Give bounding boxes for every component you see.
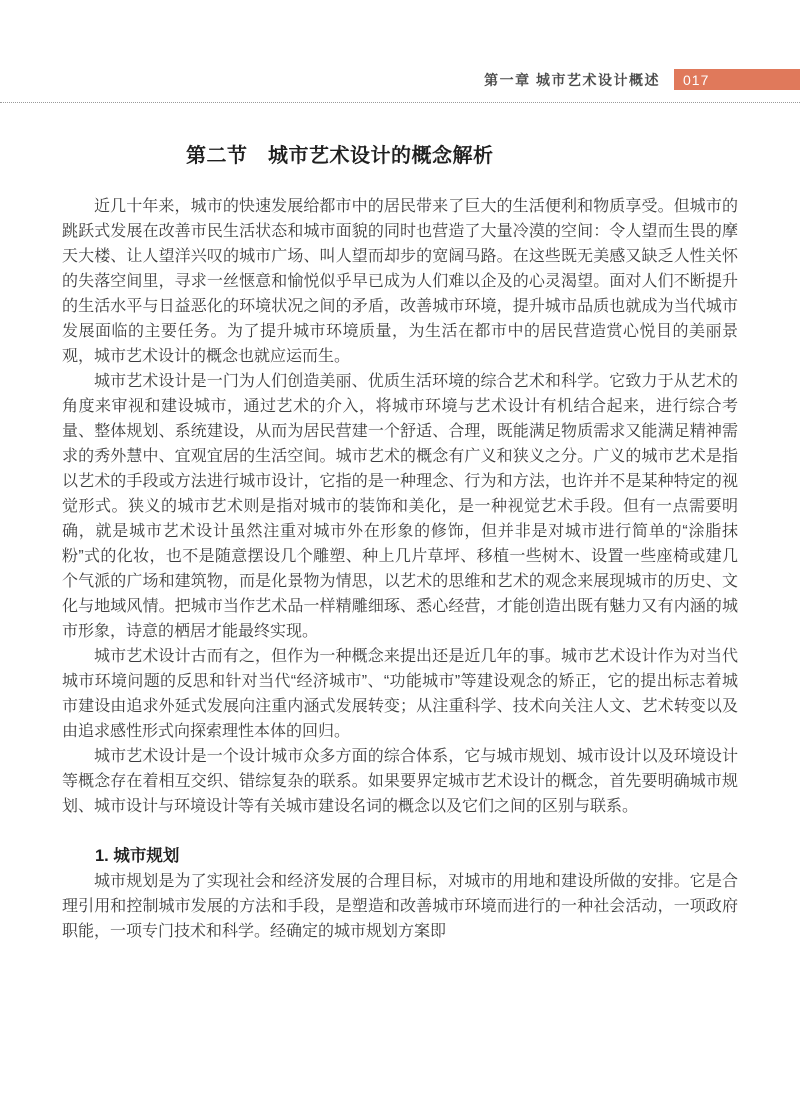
page-number: 017 — [683, 71, 710, 88]
page-number-badge — [674, 69, 800, 90]
section-title: 第二节 城市艺术设计的概念解析 — [186, 145, 494, 167]
paragraph-urban-planning: 城市规划是为了实现社会和经济发展的合理目标，对城市的用地和建设所做的安排。它是合理引用和控制城市发展的方法和手段，是塑造和改善城市环境而进行的一种社会活动，一项政府职能，一项专门技术和科学。经确定的城市规划方案即 — [62, 873, 738, 940]
paragraph-history: 城市艺术设计古而有之，但作为一种概念来提出还是近几年的事。城市艺术设计作为对当代城市环境问题的反思和针对当代“经济城市”、“功能城市”等建设观念的矫正，它的提出标志着城市建设由追求外延式发展向注重内涵式发展转变；从注重科学、技术向关注人文、艺术转变以及由追求感性形式向探索理性本体的回归。 — [62, 648, 738, 740]
text-block — [62, 103, 738, 944]
page-header — [0, 68, 800, 91]
paragraph-definition: 城市艺术设计是一门为人们创造美丽、优质生活环境的综合艺术和科学。它致力于从艺术的角度来审视和建设城市，通过艺术的介入，将城市环境与艺术设计有机结合起来，进行综合考量、整体规划、系统建设，从而为居民营建一个舒适、合理，既能满足物质需求又能满足精神需求的秀外慧中、宜观宜居的生活空间。城市艺术的概念有广义和狭义之分。广义的城市艺术是指以艺术的手段或方法进行城市设计，它指的是一种理念、行为和方法，也许并不是某种特定的视觉形式。狭义的城市艺术则是指对城市的装饰和美化，是一种视觉艺术手段。但有一点需要明确，就是城市艺术设计虽然注重对城市外在形象的修饰，但并非是对城市进行简单的“涂脂抹粉”式的化妆，也不是随意摆设几个雕塑、种上几片草坪、移植一些树木、设置一些座椅或建几个气派的广场和建筑物，而是化景物为情思，以艺术的思维和艺术的观念来展现城市的历史、文化与地域风情。把城市当作艺术品一样精雕细琢、悉心经营，才能创造出既有魅力又有内涵的城市形象，诗意的栖居才能最终实现。 — [62, 373, 738, 640]
running-chapter-title: 第一章 城市艺术设计概述 — [484, 71, 660, 88]
paragraph-intro: 近几十年来，城市的快速发展给都市中的居民带来了巨大的生活便利和物质享受。但城市的跳跃式发展在改善市民生活状态和城市面貌的同时也营造了大量冷漠的空间：令人望而生畏的摩天大楼、让人望洋兴叹的城市广场、叫人望而却步的宽阔马路。在这些既无美感又缺乏人性关怀的失落空间里，寻求一丝惬意和愉悦似乎早已成为人们难以企及的心灵渴望。面对人们不断提升的生活水平与日益恶化的环境状况之间的矛盾，改善城市环境，提升城市品质也就成为当代城市发展面临的主要任务。为了提升城市环境质量，为生活在都市中的居民营造赏心悦目的美丽景观，城市艺术设计的概念也就应运而生。 — [62, 198, 738, 365]
subsection-title: 1. 城市规划 — [95, 847, 180, 865]
paragraph-relations: 城市艺术设计是一个设计城市众多方面的综合体系，它与城市规划、城市设计以及环境设计等概念存在着相互交织、错综复杂的联系。如果要界定城市艺术设计的概念，首先要明确城市规划、城市设计与环境设计等有关城市建设名词的概念以及它们之间的区别与联系。 — [62, 748, 738, 815]
